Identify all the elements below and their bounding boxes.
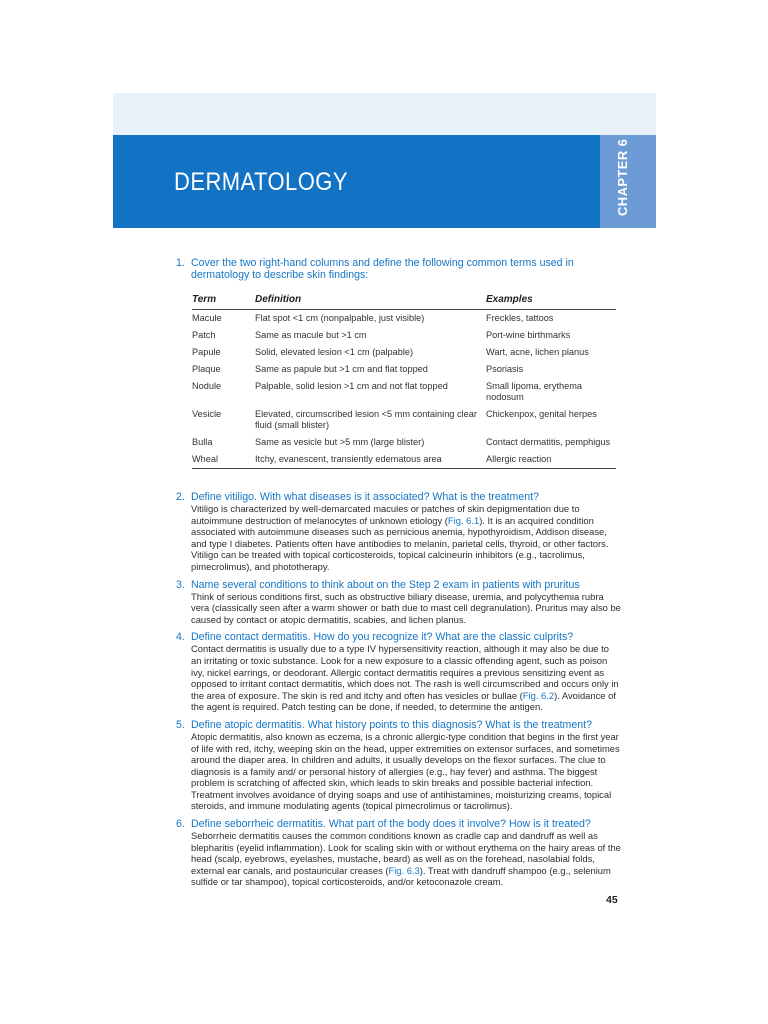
figure-reference-link[interactable]: Fig. 6.3 <box>388 864 420 876</box>
term-cell: Bulla <box>192 437 213 447</box>
examples-cell: Small lipoma, erythema nodosum <box>486 381 582 402</box>
table-row <box>192 327 616 344</box>
definition-cell: Elevated, circumscribed lesion <5 mm containing clear fluid (small blister) <box>255 409 477 430</box>
question-text: Define contact dermatitis. How do you recognize it? What are the classic culprits? <box>191 631 574 644</box>
answer-part: Vitiligo is characterized by well-demarcated macules or patches of skin depigmentation due to autoimmune destruction of melanocytes of unknown etiology ( <box>191 503 580 526</box>
header-top-band <box>113 93 656 135</box>
term-cell: Plaque <box>192 364 221 374</box>
question-number: 4. <box>176 631 185 644</box>
question-6 <box>176 818 621 888</box>
definition-cell: Solid, elevated lesion <1 cm (palpable) <box>255 347 414 357</box>
question-3 <box>176 579 621 626</box>
examples-cell: Wart, acne, lichen planus <box>486 347 589 357</box>
question-number: 5. <box>176 718 185 731</box>
examples-cell: Contact dermatitis, pemphigus <box>486 437 611 447</box>
definition-cell: Same as vesicle but >5 mm (large blister) <box>255 437 425 447</box>
term-cell: Nodule <box>192 381 222 391</box>
examples-cell: Allergic reaction <box>486 451 616 469</box>
question-1 <box>176 257 621 469</box>
examples-cell: Psoriasis <box>486 364 524 374</box>
question-4 <box>176 631 621 713</box>
definition-cell: Same as papule but >1 cm and flat topped <box>255 364 428 374</box>
chapter-title: DERMATOLOGY <box>174 168 348 196</box>
answer-part: ). It is an acquired condition associated with autoimmune diseases such as pernicious anemia, hypothyroidism, Addison disease, and type I diabetes. Patients often have antibodies to melanin, parietal cells, thyroid, or other factors. Vitiligo can be treated with topical corticosteroids, topical calcineurin inhibitors (e.g., tacrolimus, pimecrolimus), and phototherapy. <box>191 514 609 572</box>
table-row <box>192 310 616 328</box>
answer-text: Think of serious conditions first, such as obstructive biliary disease, uremia, and polycythemia rubra vera (classically seen after a warm shower or bath due to mast cell degranulation). Pruritus may also be caused by contact or atopic dermatitis, scabies, and lichen planus. <box>191 590 621 625</box>
term-cell: Papule <box>192 347 221 357</box>
question-number: 3. <box>176 578 185 591</box>
column-header-term: Term <box>192 291 255 310</box>
table-row <box>192 378 616 406</box>
page-number: 45 <box>606 894 618 906</box>
answer-part: Contact dermatitis is usually due to a type IV hypersensitivity reaction, although it may also be due to an irritating or toxic substance. Look for a new exposure to a classic offending agent, such as poison ivy, nickel earrings, or deodorant. Allergic contact dermatitis requires a previous sensitizing event as opposed to irritant contact dermatitis, which does not. The rash is well circumscribed and occurs only in the area of exposure. The skin is red and itchy and often has vesicles or bullae ( <box>191 643 619 701</box>
term-cell: Wheal <box>192 451 255 469</box>
table-row <box>192 406 616 434</box>
table-row <box>192 451 616 469</box>
chapter-label: CHAPTER 6 <box>615 138 630 216</box>
definition-cell: Flat spot <1 cm (nonpalpable, just visible) <box>255 313 425 323</box>
question-number: 1. <box>176 257 185 269</box>
examples-cell: Port-wine birthmarks <box>486 330 571 340</box>
term-cell: Vesicle <box>192 409 222 419</box>
terms-table <box>192 291 616 469</box>
answer-part: ). Treat with dandruff shampoo (e.g., selenium sulfide or tar shampoo), topical corticosteroids, and/or ketoconazole cream. <box>191 864 611 888</box>
term-cell: Macule <box>192 313 222 323</box>
question-2 <box>176 491 621 573</box>
figure-reference-link[interactable]: Fig. 6.2 <box>522 689 555 701</box>
question-text: Define vitiligo. With what diseases is it associated? What is the treatment? <box>191 491 539 503</box>
definition-cell: Palpable, solid lesion >1 cm and not flat topped <box>255 381 448 391</box>
examples-cell: Freckles, tattoos <box>486 313 554 323</box>
question-5 <box>176 719 621 812</box>
question-text: Define atopic dermatitis. What history points to this diagnosis? What is the treatment? <box>191 718 592 731</box>
answer-text <box>191 503 621 573</box>
answer-text <box>191 643 621 713</box>
examples-cell: Chickenpox, genital herpes <box>486 409 597 419</box>
question-number: 2. <box>176 491 185 503</box>
answer-part: Seborrheic dermatitis causes the common conditions known as cradle cap and dandruff as well as blepharitis (eyelid inflammation). Look for scaling skin with or without erythema on the hairy areas of the head (scalp, eyebrows, eyelashes, mustache, beard) as well as on the forehead, nasolabial folds, external ear canals, and postauricular creases ( <box>191 830 621 876</box>
column-header-definition: Definition <box>255 291 486 310</box>
answer-part: ). Avoidance of the agent is required. Patch testing can be done, if needed, to determine the antigen. <box>191 689 616 713</box>
question-text: Define seborrheic dermatitis. What part of the body does it involve? How is it treated? <box>191 818 591 831</box>
answer-text <box>191 830 621 888</box>
question-number: 6. <box>176 818 185 831</box>
table-row <box>192 361 616 378</box>
definition-cell: Itchy, evanescent, transiently edematous area <box>255 451 486 469</box>
answer-text: Atopic dermatitis, also known as eczema, is a chronic allergic-type condition that begins in the first year of life with red, itchy, weeping skin on the head, upper extremities on extensor surfaces, and sometimes around the diaper area. In children and adults, it usually develops on the flexor surfaces. The clue to diagnosis is a family and/ or personal history of allergies (e.g., hay fever) and asthma. The biggest problem is scratching of affected skin, which leads to skin breaks and possible bacterial infection. Treatment involves avoidance of drying soaps and use of antihistamines, moisturizing creams, topical steroids, and immune modulating agents (topical pimecrolimus or tacrolimus). <box>191 730 620 812</box>
definition-cell: Same as macule but >1 cm <box>255 330 367 340</box>
page-content <box>176 257 621 888</box>
figure-reference-link[interactable]: Fig. 6.1 <box>447 514 480 526</box>
question-text: Cover the two right-hand columns and define the following common terms used in dermatology to describe skin findings: <box>191 257 574 281</box>
term-cell: Patch <box>192 330 216 340</box>
table-row <box>192 344 616 361</box>
question-text: Name several conditions to think about on the Step 2 exam in patients with pruritus <box>191 578 580 591</box>
table-row <box>192 434 616 451</box>
column-header-examples: Examples <box>486 291 616 310</box>
table-header-row <box>192 291 616 310</box>
